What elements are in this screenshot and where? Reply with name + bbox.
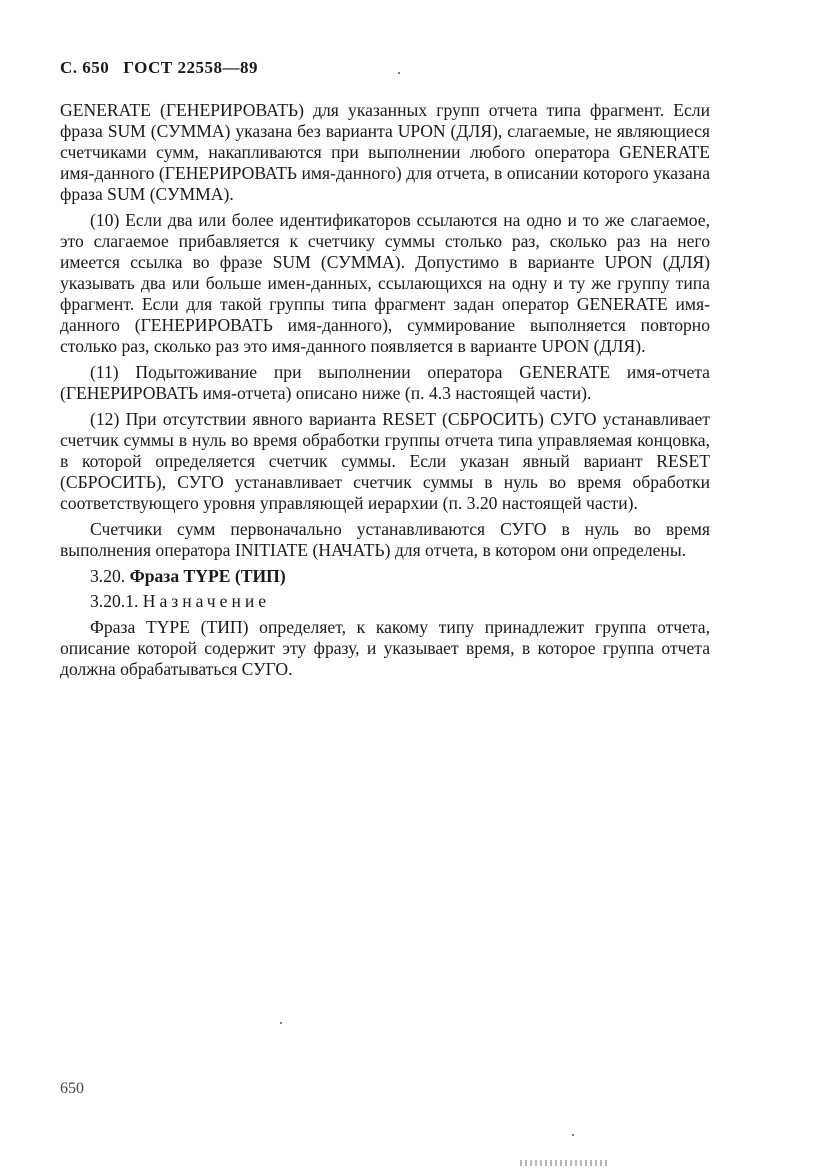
page-number-footer: 650 <box>60 1080 84 1097</box>
subsection-title: Назначение <box>142 591 271 611</box>
paragraph-item-10: (10) Если два или более идентификаторов ссылаются на одно и то же слагаемое, это слагаемое прибавляется к счетчику суммы столько раз, сколько раз на него имеется ссылка во фразе SUM (СУММА). Допустимо в варианте UPON (ДЛЯ) указывать два или больше имен-данных, ссылающихся на одну и ту же группу типа фрагмент. Если для такой группы типа фрагмент задан оператор GENERATE имя-данного (ГЕНЕРИРОВАТЬ имя-данного), суммирование выполняется повторно столько раз, сколько раз это имя-данного появляется в варианте UPON (ДЛЯ). <box>60 210 710 356</box>
paragraph-sum-counters: Счетчики сумм первоначально устанавливаются СУГО в нуль во время выполнения оператора INITIATE (НАЧАТЬ) для отчета, в котором они определены. <box>60 519 710 560</box>
scan-speck <box>280 1022 282 1024</box>
paragraph-type-clause: Фраза TYPE (ТИП) определяет, к какому типу принадлежит группа отчета, описание которой содержит эту фразу, и указывает время, в которое группа отчета должна обрабатываться СУГО. <box>60 617 710 679</box>
page-label: С. 650 <box>60 58 110 77</box>
paragraph-continuation: GENERATE (ГЕНЕРИРОВАТЬ) для указанных групп отчета типа фрагмент. Если фраза SUM (СУММА) указана без варианта UPON (ДЛЯ), слагаемые, не являющиеся счетчиками сумм, накапливаются при выполнении любого оператора GENERATE имя-данного (ГЕНЕРИРОВАТЬ имя-данного) для отчета, в описании которого указана фраза SUM (СУММА). <box>60 100 710 204</box>
page-header <box>60 58 258 78</box>
subsection-heading <box>60 591 710 612</box>
standard-number: ГОСТ 22558—89 <box>123 58 258 77</box>
section-number: 3.20. <box>90 566 126 586</box>
scan-speck <box>572 1134 574 1136</box>
paragraph-item-12: (12) При отсутствии явного варианта RESET (СБРОСИТЬ) СУГО устанавливает счетчик суммы в нуль во время обработки группы отчета типа управляемая концовка, в которой определяется счетчик суммы. Если указан явный вариант RESET (СБРОСИТЬ), СУГО устанавливает счетчик суммы в нуль во время обработки соответствующего уровня управляющей иерархии (п. 3.20 настоящей части). <box>60 409 710 513</box>
document-body <box>60 100 710 680</box>
paragraph-item-11: (11) Подытоживание при выполнении оператора GENERATE имя-отчета (ГЕНЕРИРОВАТЬ имя-отчета) описано ниже (п. 4.3 настоящей части). <box>60 362 710 403</box>
scan-smudge <box>520 1160 610 1166</box>
subsection-number: 3.20.1. <box>90 591 139 611</box>
section-heading <box>60 566 710 587</box>
scan-speck <box>398 72 400 74</box>
section-title: Фраза TYPE (ТИП) <box>129 566 286 586</box>
